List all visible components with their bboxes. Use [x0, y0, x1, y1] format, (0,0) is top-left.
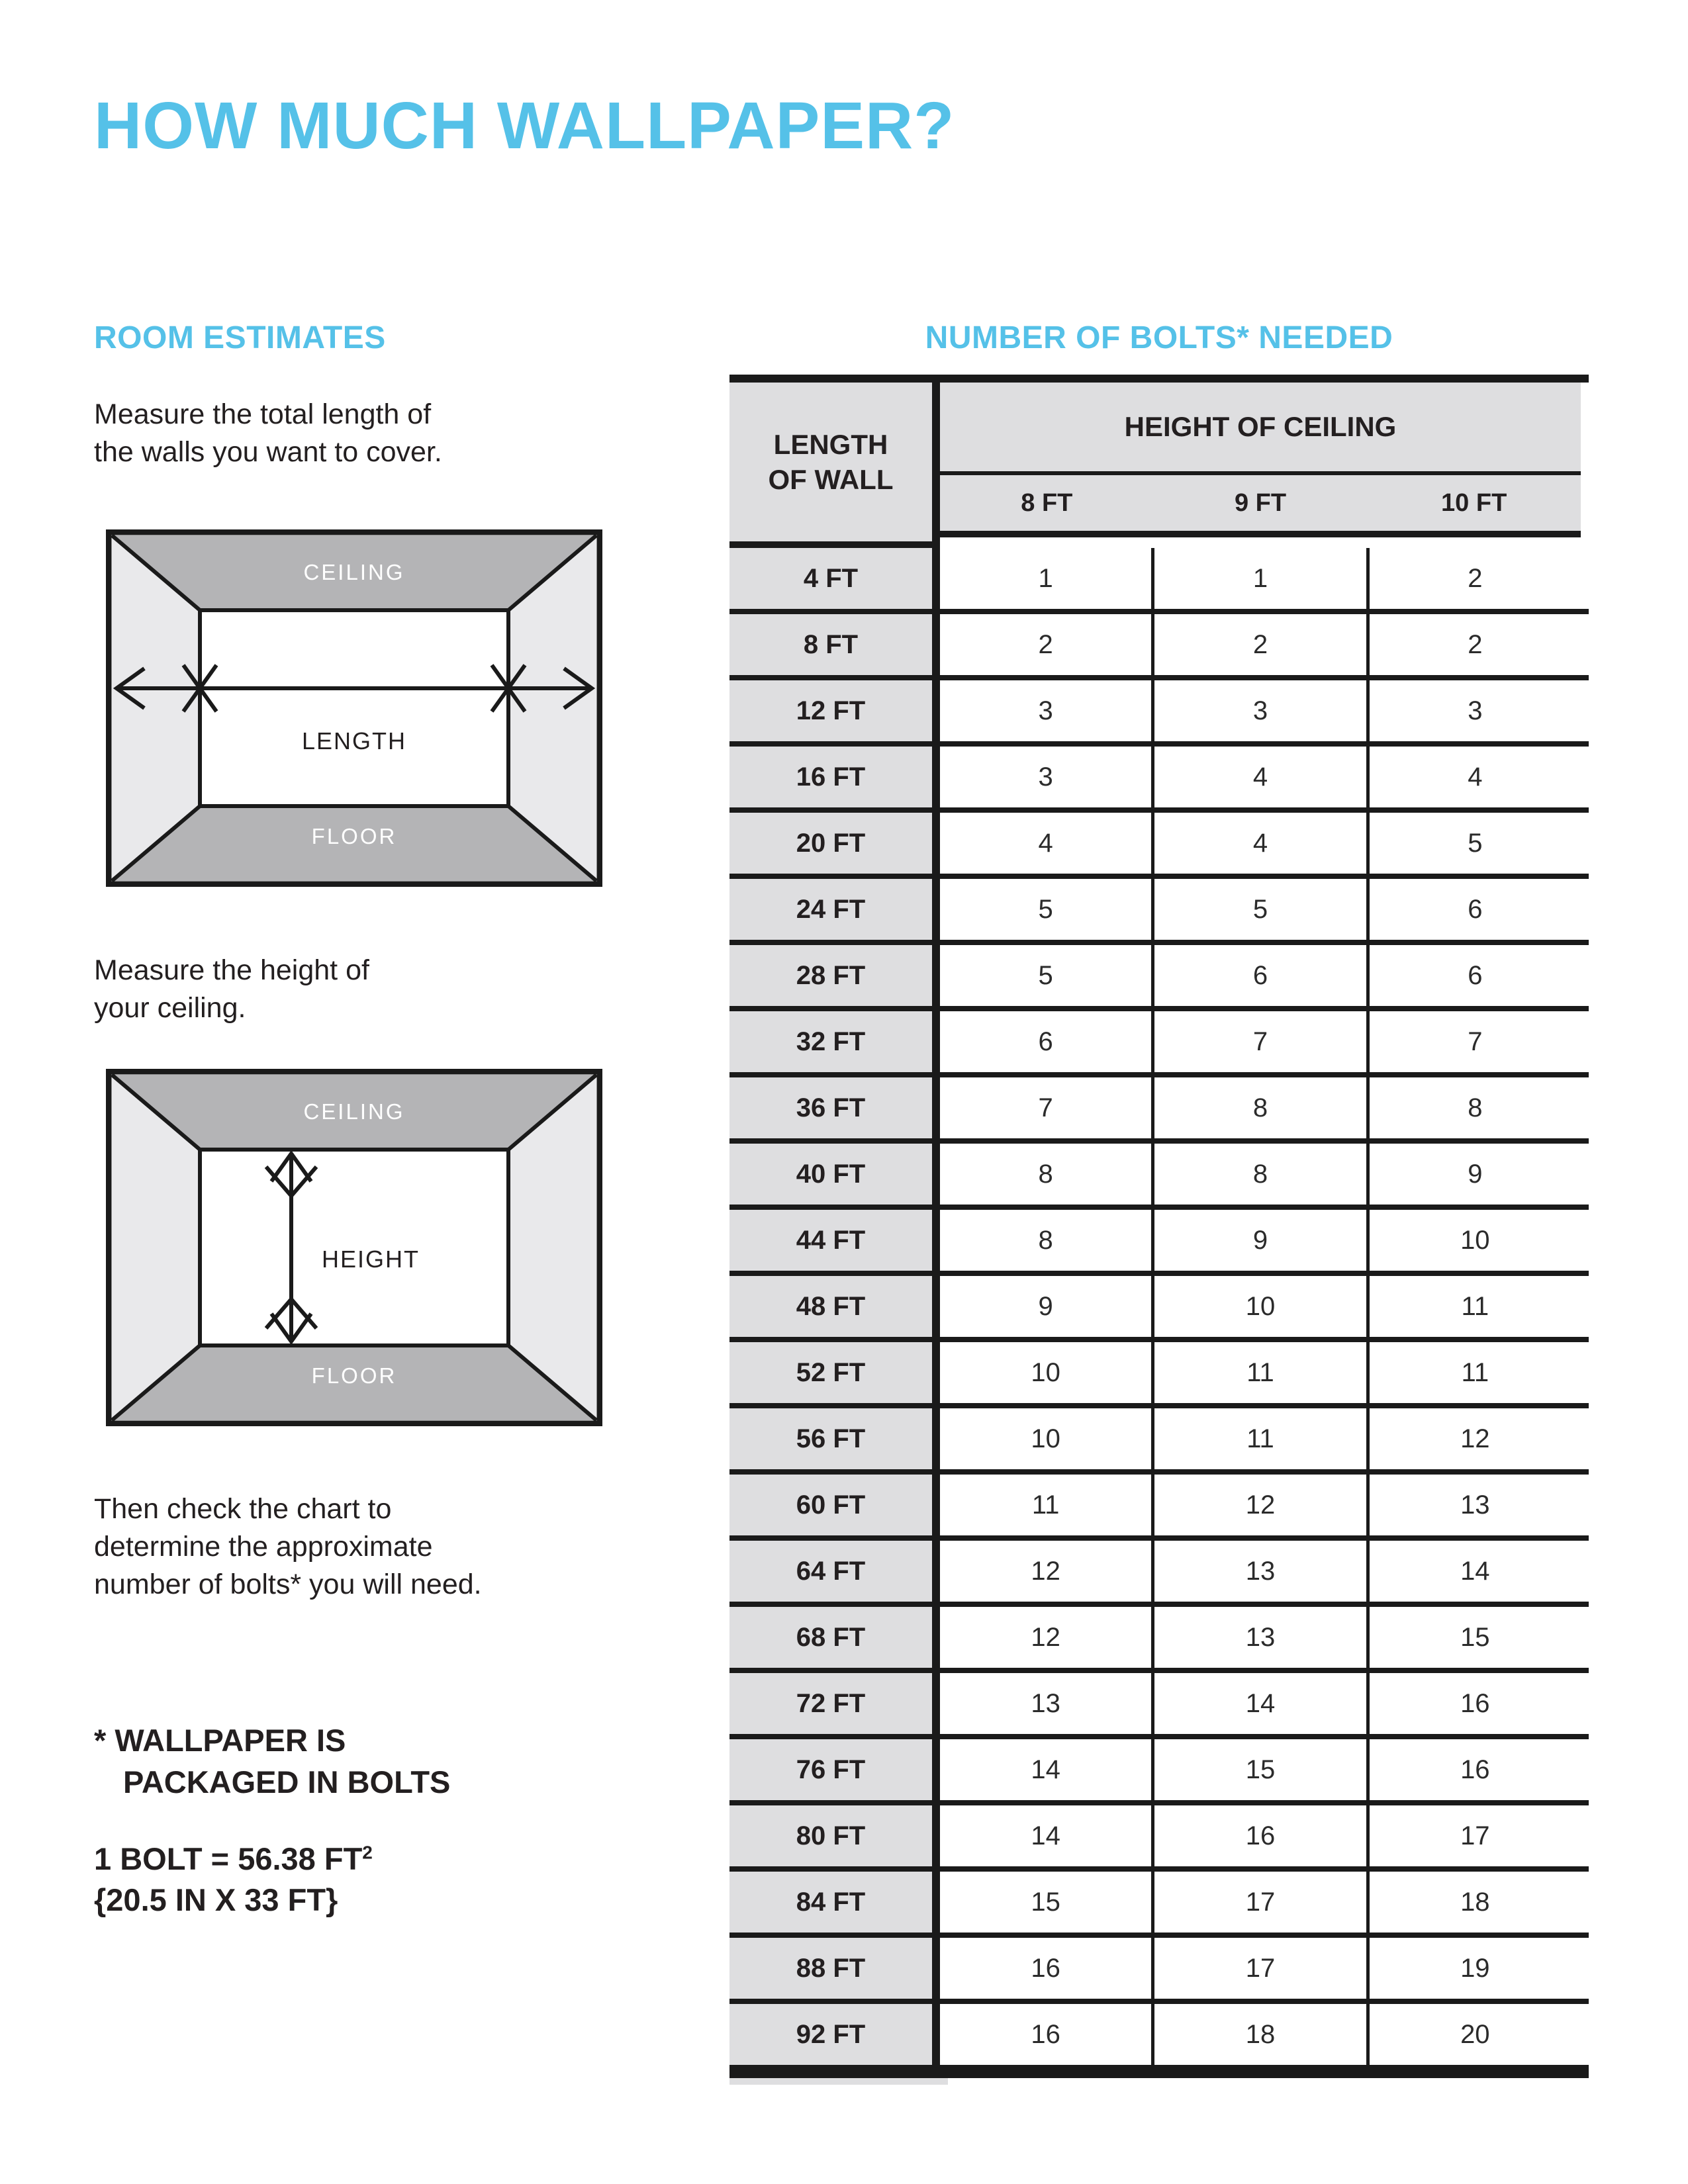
bolt-count-10ft: 16 [1366, 1673, 1581, 1734]
bolt-count-10ft: 13 [1366, 1475, 1581, 1535]
instruction-height-line1: Measure the height of [94, 954, 369, 986]
row-label: 56 FT [729, 1408, 940, 1469]
table-row [729, 2004, 1589, 2070]
table-left-column-stub [729, 2078, 948, 2085]
table-row [729, 1408, 1589, 1475]
table-body [729, 548, 1589, 2070]
table-row [729, 1475, 1589, 1541]
row-cells [940, 1938, 1581, 1999]
bolt-size-info [94, 1839, 373, 1921]
instruction-length [94, 396, 442, 471]
bolt-count-9ft: 11 [1151, 1408, 1366, 1469]
row-label: 44 FT [729, 1210, 940, 1271]
row-label: 80 FT [729, 1805, 940, 1866]
table-row [729, 1938, 1589, 2004]
row-cells [940, 1144, 1581, 1205]
table-row [729, 1210, 1589, 1276]
table-header [729, 383, 1589, 548]
row-cells [940, 1408, 1581, 1469]
bolt-count-9ft: 17 [1151, 1938, 1366, 1999]
bolt-count-10ft: 18 [1366, 1872, 1581, 1933]
row-label: 64 FT [729, 1541, 940, 1602]
row-cells [940, 1210, 1581, 1271]
table-row [729, 1673, 1589, 1739]
row-cells [940, 1872, 1581, 1933]
row-cells [940, 1342, 1581, 1403]
footnote-asterisk: * [94, 1723, 107, 1758]
table-row [729, 945, 1589, 1011]
bolt-count-8ft: 12 [940, 1607, 1151, 1668]
bolt-count-10ft: 2 [1366, 614, 1581, 675]
row-label: 32 FT [729, 1011, 940, 1072]
row-cells [940, 1475, 1581, 1535]
bolt-count-8ft: 3 [940, 680, 1151, 741]
bolt-count-9ft: 11 [1151, 1342, 1366, 1403]
row-cells [940, 1541, 1581, 1602]
column-header-8ft: 8 FT [1021, 488, 1073, 517]
bolt-count-8ft: 7 [940, 1077, 1151, 1138]
instruction-height [94, 952, 369, 1027]
bolt-count-10ft: 10 [1366, 1210, 1581, 1271]
row-cells [940, 1607, 1581, 1668]
row-label: 60 FT [729, 1475, 940, 1535]
bolt-count-9ft: 3 [1151, 680, 1366, 741]
bolt-count-8ft: 1 [940, 548, 1151, 609]
bolt-count-8ft: 8 [940, 1210, 1151, 1271]
table-row [729, 1077, 1589, 1144]
row-label: 72 FT [729, 1673, 940, 1734]
bolt-count-9ft: 18 [1151, 2004, 1366, 2065]
bolt-count-9ft: 17 [1151, 1872, 1366, 1933]
bolt-size-superscript: 2 [362, 1842, 373, 1863]
height-of-ceiling-section [940, 383, 1581, 548]
bolt-count-8ft: 12 [940, 1541, 1151, 1602]
floor-label: FLOOR [311, 824, 397, 848]
bolt-count-10ft: 14 [1366, 1541, 1581, 1602]
length-of-wall-header [729, 383, 940, 548]
room-length-diagram [106, 529, 602, 887]
row-label: 20 FT [729, 813, 940, 874]
bolt-count-10ft: 6 [1366, 879, 1581, 940]
bolt-count-8ft: 14 [940, 1739, 1151, 1800]
row-cells [940, 813, 1581, 874]
row-label: 68 FT [729, 1607, 940, 1668]
bolt-count-8ft: 3 [940, 747, 1151, 807]
instruction-height-line2: your ceiling. [94, 992, 246, 1024]
page-title: HOW MUCH WALLPAPER? [94, 89, 955, 163]
row-label: 52 FT [729, 1342, 940, 1403]
row-cells [940, 1739, 1581, 1800]
bolt-count-8ft: 13 [940, 1673, 1151, 1734]
height-of-ceiling-header: HEIGHT OF CEILING [940, 383, 1581, 475]
bolt-count-9ft: 12 [1151, 1475, 1366, 1535]
row-cells [940, 1011, 1581, 1072]
bolt-count-9ft: 8 [1151, 1077, 1366, 1138]
row-label: 40 FT [729, 1144, 940, 1205]
table-row [729, 1144, 1589, 1210]
bolt-count-10ft: 3 [1366, 680, 1581, 741]
bolts-needed-heading: NUMBER OF BOLTS* NEEDED [925, 320, 1393, 355]
bolt-count-8ft: 5 [940, 945, 1151, 1006]
bolt-count-10ft: 7 [1366, 1011, 1581, 1072]
bolt-count-8ft: 16 [940, 1938, 1151, 1999]
ceiling-height-columns [940, 475, 1581, 537]
bolt-count-10ft: 11 [1366, 1276, 1581, 1337]
bolt-count-10ft: 11 [1366, 1342, 1581, 1403]
bolt-count-9ft: 15 [1151, 1739, 1366, 1800]
row-label: 24 FT [729, 879, 940, 940]
table-row [729, 1607, 1589, 1673]
row-cells [940, 1077, 1581, 1138]
row-label: 76 FT [729, 1739, 940, 1800]
bolt-count-9ft: 14 [1151, 1673, 1366, 1734]
room-height-diagram [106, 1069, 602, 1426]
bolt-count-10ft: 12 [1366, 1408, 1581, 1469]
row-cells [940, 879, 1581, 940]
ceiling-label: CEILING [303, 560, 405, 584]
bolt-count-8ft: 10 [940, 1408, 1151, 1469]
bolt-count-10ft: 16 [1366, 1739, 1581, 1800]
table-row [729, 879, 1589, 945]
row-label: 92 FT [729, 2004, 940, 2065]
bolts-footnote-line2: PACKAGED IN BOLTS [123, 1764, 451, 1799]
height-label: HEIGHT [321, 1246, 420, 1273]
table-row [729, 548, 1589, 614]
row-label: 16 FT [729, 747, 940, 807]
bolt-count-9ft: 8 [1151, 1144, 1366, 1205]
table-row [729, 1276, 1589, 1342]
bolt-count-9ft: 6 [1151, 945, 1366, 1006]
table-row [729, 747, 1589, 813]
row-cells [940, 548, 1581, 609]
bolt-count-10ft: 5 [1366, 813, 1581, 874]
row-label: 28 FT [729, 945, 940, 1006]
bolt-size-line1 [94, 1839, 373, 1880]
bolt-count-10ft: 15 [1366, 1607, 1581, 1668]
row-cells [940, 2004, 1581, 2065]
bolt-count-8ft: 6 [940, 1011, 1151, 1072]
bolt-count-9ft: 16 [1151, 1805, 1366, 1866]
table-top-rule [729, 375, 1589, 383]
bolt-count-10ft: 17 [1366, 1805, 1581, 1866]
bolt-count-9ft: 1 [1151, 548, 1366, 609]
row-cells [940, 945, 1581, 1006]
row-cells [940, 614, 1581, 675]
row-label: 84 FT [729, 1872, 940, 1933]
bolt-count-9ft: 5 [1151, 879, 1366, 940]
bolt-count-10ft: 20 [1366, 2004, 1581, 2065]
bolt-count-9ft: 2 [1151, 614, 1366, 675]
row-label: 4 FT [729, 548, 940, 609]
bolt-count-10ft: 19 [1366, 1938, 1581, 1999]
length-of-wall-line2: OF WALL [768, 464, 894, 495]
bolt-count-8ft: 10 [940, 1342, 1151, 1403]
length-label: LENGTH [301, 727, 407, 754]
row-cells [940, 680, 1581, 741]
instruction-length-line2: the walls you want to cover. [94, 436, 442, 468]
bolts-table [729, 375, 1589, 2085]
bolt-count-9ft: 4 [1151, 813, 1366, 874]
column-header-10ft: 10 FT [1441, 488, 1507, 517]
bolts-footnote [94, 1719, 450, 1803]
table-bottom-rule [729, 2070, 1589, 2078]
bolt-count-8ft: 8 [940, 1144, 1151, 1205]
table-row [729, 1739, 1589, 1805]
instruction-chart [94, 1490, 482, 1604]
bolt-count-8ft: 16 [940, 2004, 1151, 2065]
bolt-count-10ft: 9 [1366, 1144, 1581, 1205]
row-cells [940, 1805, 1581, 1866]
bolt-count-9ft: 13 [1151, 1607, 1366, 1668]
bolt-count-8ft: 9 [940, 1276, 1151, 1337]
footnote-text1: WALLPAPER IS [115, 1723, 346, 1758]
row-cells [940, 1673, 1581, 1734]
instruction-chart-line3: number of bolts* you will need. [94, 1569, 482, 1600]
bolt-count-8ft: 14 [940, 1805, 1151, 1866]
row-label: 8 FT [729, 614, 940, 675]
row-label: 88 FT [729, 1938, 940, 1999]
row-cells [940, 747, 1581, 807]
bolt-size-line2: {20.5 IN X 33 FT} [94, 1882, 338, 1917]
row-label: 36 FT [729, 1077, 940, 1138]
row-cells [940, 1276, 1581, 1337]
length-of-wall-line1: LENGTH [773, 429, 888, 460]
bolt-count-10ft: 4 [1366, 747, 1581, 807]
back-wall-panel [200, 610, 508, 806]
bolt-count-9ft: 9 [1151, 1210, 1366, 1271]
bolt-count-8ft: 4 [940, 813, 1151, 874]
instruction-chart-line2: determine the approximate [94, 1531, 433, 1563]
instruction-chart-line1: Then check the chart to [94, 1493, 392, 1525]
table-row [729, 1011, 1589, 1077]
bolt-count-9ft: 13 [1151, 1541, 1366, 1602]
table-row [729, 614, 1589, 680]
column-header-9ft: 9 FT [1234, 488, 1287, 517]
table-row [729, 813, 1589, 879]
bolt-count-8ft: 11 [940, 1475, 1151, 1535]
bolt-count-8ft: 15 [940, 1872, 1151, 1933]
instruction-length-line1: Measure the total length of [94, 398, 432, 430]
bolt-count-9ft: 10 [1151, 1276, 1366, 1337]
table-row [729, 680, 1589, 747]
row-label: 12 FT [729, 680, 940, 741]
bolts-footnote-line1 [94, 1719, 450, 1761]
table-row [729, 1805, 1589, 1872]
floor-label: FLOOR [311, 1363, 397, 1388]
room-estimates-heading: ROOM ESTIMATES [94, 320, 386, 355]
bolt-count-8ft: 2 [940, 614, 1151, 675]
ceiling-label: CEILING [303, 1099, 405, 1124]
bolt-size-equation: 1 BOLT = 56.38 FT [94, 1841, 363, 1876]
bolt-count-9ft: 7 [1151, 1011, 1366, 1072]
table-row [729, 1342, 1589, 1408]
bolt-count-10ft: 8 [1366, 1077, 1581, 1138]
bolt-count-10ft: 2 [1366, 548, 1581, 609]
table-row [729, 1872, 1589, 1938]
row-label: 48 FT [729, 1276, 940, 1337]
bolt-count-9ft: 4 [1151, 747, 1366, 807]
table-row [729, 1541, 1589, 1607]
bolt-count-10ft: 6 [1366, 945, 1581, 1006]
bolt-count-8ft: 5 [940, 879, 1151, 940]
